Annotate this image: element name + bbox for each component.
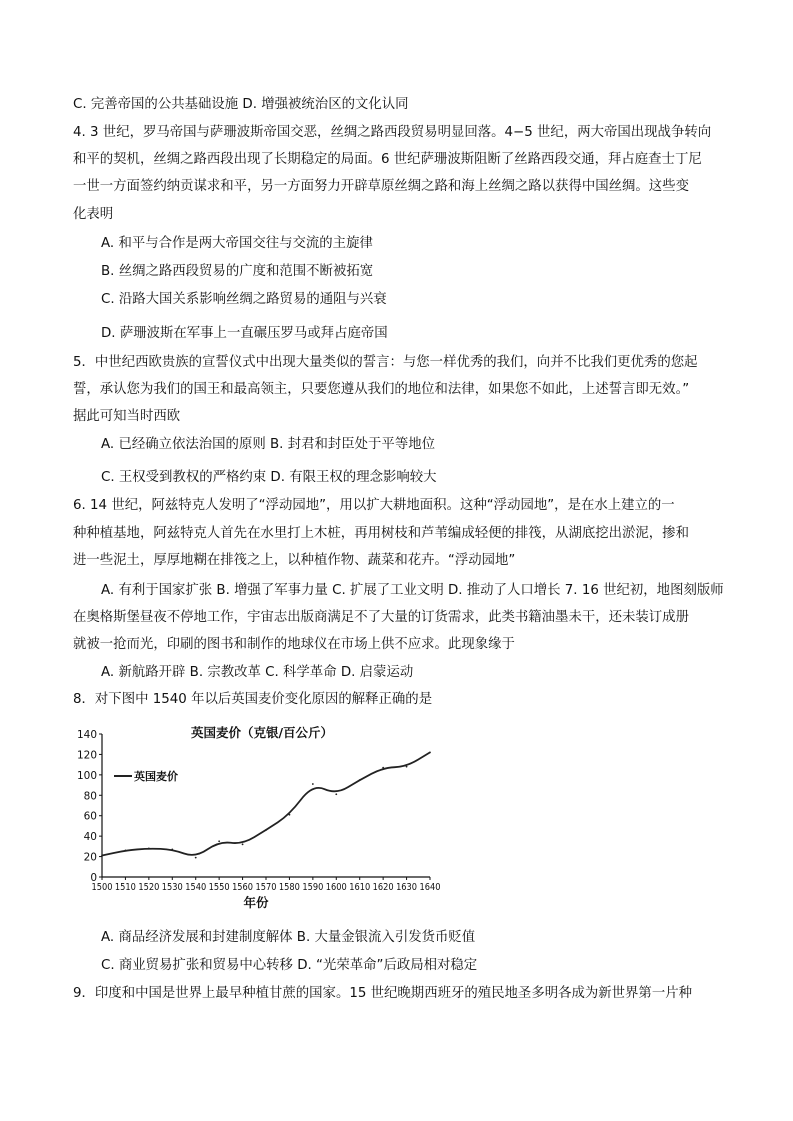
question-5-options-cd: C. 王权受到教权的严格约束 D. 有限王权的理念影响较大	[101, 470, 437, 485]
data-point	[265, 829, 267, 831]
question-4-text: 4. 3 世纪，罗马帝国与萨珊波斯帝国交恶，丝绸之路西段贸易明显回落。4−5 世纪，两大帝国出现战争转向	[73, 125, 712, 140]
y-tick-label: 100	[76, 769, 97, 782]
x-tick-label: 1520	[138, 882, 160, 893]
question-3-options-cd: C. 完善帝国的公共基础设施 D. 增强被统治区的文化认同	[73, 97, 409, 112]
question-4-option-a: A. 和平与合作是两大帝国交往与交流的主旋律	[101, 236, 373, 251]
question-6-text: 6. 14 世纪，阿兹特克人发明了“浮动园地”，用以扩大耕地面积。这种“浮动园地”，是在水上建立的一	[73, 498, 675, 513]
data-point	[289, 814, 291, 816]
chart-ticks	[77, 729, 441, 893]
data-point	[148, 848, 150, 850]
question-7-text-line3: 就被一抢而光，印刷的图书和制作的地球仪在市场上供不应求。此现象缘于	[73, 637, 515, 652]
question-6-options-and-question-7: A. 有利于国家扩张 B. 增强了军事力量 C. 扩展了工业文明 D. 推动了人口增长 7. 16 世纪初，地图刻版师	[101, 583, 724, 598]
x-tick-label: 1620	[372, 882, 394, 893]
question-4-text-line2: 和平的契机，丝绸之路西段出现了长期稳定的局面。6 世纪萨珊波斯阻断了丝路西段交通，拜占庭查士丁尼	[73, 152, 702, 167]
y-tick-label: 0	[90, 872, 97, 884]
x-tick-label: 1550	[208, 882, 230, 893]
chart-series	[101, 751, 431, 858]
question-6-text-line2: 种种植基地，阿兹特克人首先在水里打上木桩，再用树枝和芦苇编成轻便的排筏，从湖底挖出淤泥，掺和	[73, 526, 689, 541]
chart-legend	[114, 769, 178, 783]
x-tick-label: 1500	[91, 882, 113, 893]
series-line-wheat-price	[102, 752, 430, 855]
data-point	[195, 857, 197, 859]
x-tick-label: 1570	[255, 882, 277, 893]
x-tick-label: 1540	[185, 882, 207, 893]
question-7-options: A. 新航路开辟 B. 宗教改革 C. 科学革命 D. 启蒙运动	[101, 665, 414, 680]
y-tick-label: 80	[83, 790, 97, 803]
y-tick-label: 40	[83, 831, 97, 844]
chart-axes	[102, 734, 430, 877]
question-4-text-line3: 一世一方面签约纳贡谋求和平，另一方面努力开辟草原丝绸之路和海上丝绸之路以获得中国丝绸。这些变	[73, 179, 689, 194]
question-5-options-ab: A. 已经确立依法治国的原则 B. 封君和封臣处于平等地位	[101, 437, 435, 452]
legend-label: 英国麦价	[134, 770, 178, 783]
question-7-text-line2: 在奥格斯堡昼夜不停地工作，宇宙志出版商满足不了大量的订货需求，此类书籍油墨未干，还未装订成册	[73, 610, 689, 625]
data-point	[382, 767, 384, 769]
y-tick-label: 140	[76, 729, 97, 741]
question-8-options-ab: A. 商品经济发展和封建制度解体 B. 大量金银流入引发货币贬值	[101, 930, 476, 945]
data-point	[242, 843, 244, 845]
data-point	[125, 850, 127, 852]
data-point	[218, 840, 220, 842]
question-8-text: 8．对下图中 1540 年以后英国麦价变化原因的解释正确的是	[73, 692, 433, 707]
x-tick-label: 1590	[302, 882, 324, 893]
data-point	[171, 849, 173, 851]
question-4-option-d: D. 萨珊波斯在军事上一直碾压罗马或拜占庭帝国	[101, 326, 388, 341]
question-5-text-line2: 誓，承认您为我们的国王和最高领主，只要您遵从我们的地位和法律，如果您不如此，上述誓言即无效。”	[73, 382, 690, 397]
x-tick-label: 1530	[161, 882, 183, 893]
y-tick-label: 120	[76, 749, 97, 762]
x-tick-label: 1640	[419, 882, 441, 893]
data-point	[429, 751, 431, 753]
x-tick-label: 1580	[278, 882, 300, 893]
x-tick-label: 1630	[396, 882, 418, 893]
x-tick-label: 1610	[349, 882, 371, 893]
question-5-text-line3: 据此可知当时西欧	[73, 409, 181, 424]
question-4-option-c: C. 沿路大国关系影响丝绸之路贸易的通阻与兴衰	[101, 292, 387, 307]
data-point	[312, 783, 314, 785]
y-tick-label: 20	[83, 851, 97, 864]
y-tick-label: 60	[83, 810, 97, 823]
x-tick-label: 1510	[114, 882, 136, 893]
x-tick-label: 1600	[325, 882, 347, 893]
question-9-text: 9．印度和中国是世界上最早种植甘蔗的国家。15 世纪晚期西班牙的殖民地圣多明各成为新世界第一片种	[73, 986, 692, 1001]
question-5-text: 5．中世纪西欧贵族的宣誓仪式中出现大量类似的誓言：与您一样优秀的我们，向并不比我们更优秀的您起	[73, 355, 698, 370]
chart-title: 英国麦价（克银/百公斤）	[190, 725, 334, 740]
data-point	[359, 779, 361, 781]
x-tick-label: 1560	[232, 882, 254, 893]
question-8-options-cd: C. 商业贸易扩张和贸易中心转移 D. “光荣革命”后政局相对稳定	[101, 958, 478, 973]
data-point	[101, 855, 103, 857]
data-point	[406, 766, 408, 768]
question-4-option-b: B. 丝绸之路西段贸易的广度和范围不断被拓宽	[101, 264, 374, 279]
question-6-text-line3: 进一些泥土，厚厚地糊在排筏之上，以种植作物、蔬菜和花卉。“浮动园地”	[73, 553, 516, 568]
data-point	[335, 793, 337, 795]
chart-xlabel: 年份	[243, 895, 269, 910]
wheat-price-chart	[72, 717, 452, 917]
question-4-text-line4: 化表明	[73, 207, 114, 222]
